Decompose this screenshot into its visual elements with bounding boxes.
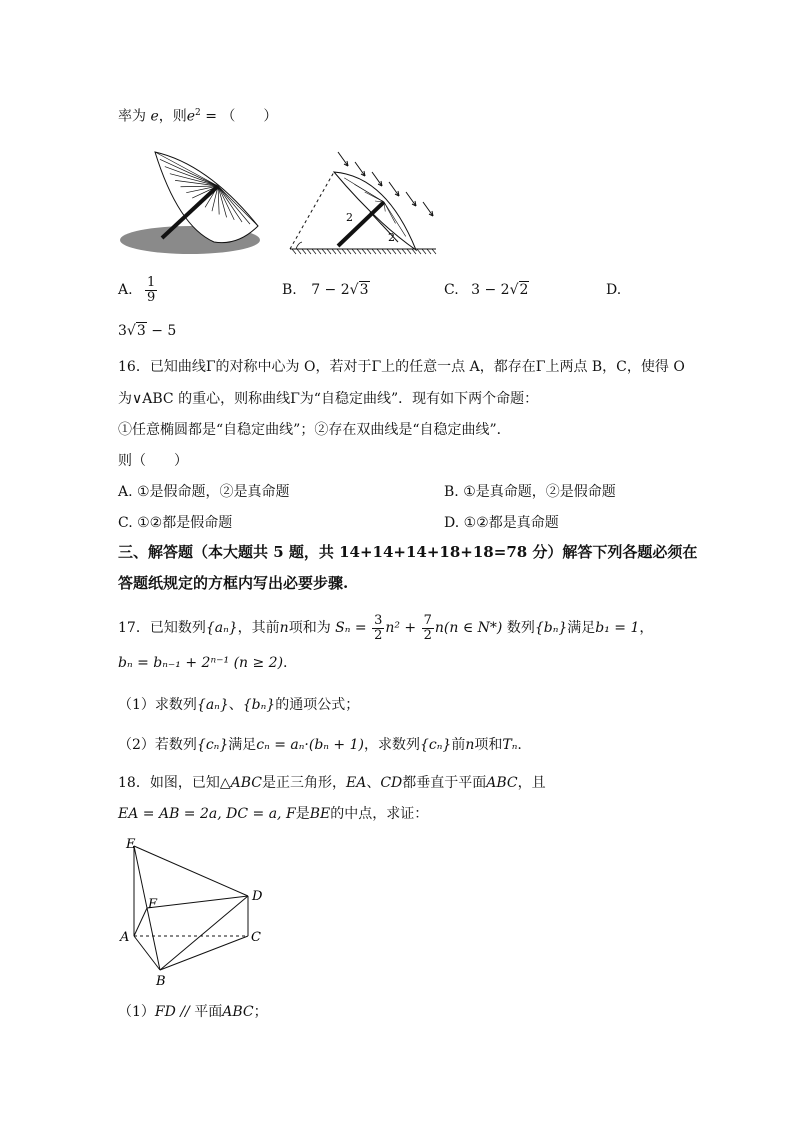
choice-a-fraction	[145, 276, 157, 304]
q18-sub1-abc: ABC	[222, 1004, 254, 1020]
ground-hatch	[322, 249, 326, 254]
choice-b: B. 7 − 2√3	[282, 282, 369, 298]
q17-sub2-c2: {cₙ}	[419, 737, 452, 753]
choice-d-value: 3√3 − 5	[118, 323, 177, 339]
q18-line-2	[118, 807, 428, 821]
q15-var-e: e	[150, 108, 159, 125]
q17-frac-2-num: 7	[423, 613, 432, 628]
q17-sub1-a: {aₙ}	[196, 697, 229, 713]
q18-ea: EA	[345, 775, 367, 791]
choice-c-label: C.	[444, 282, 459, 298]
q17-b1: b₁ = 1	[595, 620, 640, 637]
choice-b-rad: 3	[359, 282, 369, 298]
q17-sub1-sep: 、	[228, 697, 243, 713]
ground-hatch	[342, 249, 346, 254]
q16-option-d: D. ①②都是真命题	[444, 515, 559, 531]
q17-sub2-mid: 满足	[228, 737, 257, 753]
sun-ray	[372, 172, 382, 186]
umbrella-figure	[118, 146, 268, 258]
ground-hatch	[407, 249, 411, 254]
q17-sub2-dot: .	[517, 737, 522, 753]
q17-p6: 满足	[567, 620, 596, 637]
q17-frac-1	[372, 614, 384, 642]
q18-triangle: △ABC	[219, 775, 262, 791]
q18-line2-c: 的中点，求证：	[330, 806, 429, 822]
q17-p5: 数列	[502, 620, 535, 637]
q18-line1-d: 都垂直于平面	[402, 775, 487, 791]
q17-sub-1	[118, 698, 359, 712]
ground-hatch	[317, 249, 321, 254]
q15-stem-tail	[118, 109, 277, 124]
ground-hatch	[302, 249, 306, 254]
sun-ray	[355, 162, 365, 176]
q18-cd: CD	[380, 775, 403, 791]
ground-hatch	[307, 249, 311, 254]
sun-ray-figure	[276, 146, 441, 261]
ground-hatch	[362, 249, 366, 254]
q17-sub1-label: （1）求数列	[118, 697, 197, 713]
choice-d-label: D.	[606, 282, 622, 298]
ground-hatch	[377, 249, 381, 254]
q18-line1-e: ，且	[517, 775, 546, 791]
ground-hatch	[372, 249, 376, 254]
choice-a-den: 9	[147, 289, 156, 305]
q17-line-2-end: .	[283, 655, 288, 671]
q15-lead: 率为	[118, 108, 146, 125]
q17-sub2-label: （2）若数列	[118, 737, 197, 753]
q17-sub1-end: 的通项公式；	[275, 697, 360, 713]
ground-hatch	[332, 249, 336, 254]
choice-d	[606, 283, 621, 297]
q17-sub2-n: n	[465, 737, 475, 753]
choice-b-label: B.	[282, 282, 297, 298]
q18-sub-1	[118, 1005, 268, 1019]
ground-hatch	[352, 249, 356, 254]
ground-hatch	[347, 249, 351, 254]
label-e: E	[126, 837, 136, 852]
q17-frac-1-num: 3	[374, 613, 383, 628]
ground-hatch	[292, 249, 296, 254]
q15-exp: 2	[195, 108, 201, 118]
q17-line-1	[118, 614, 653, 642]
q17-frac-1-den: 2	[374, 627, 383, 643]
q17-p1: 17．已知数列	[118, 620, 206, 637]
q18-sub1-label: （1）	[118, 1004, 155, 1020]
q16-line-2: 为∨ABC 的重心，则称曲线Γ为“自稳定曲线”．现有如下两个命题：	[118, 391, 539, 407]
choice-c-pre: 3 − 2	[471, 282, 510, 298]
ground-hatch	[382, 249, 386, 254]
choice-d-rad: 3	[136, 323, 146, 339]
q17-a-seq: {aₙ}	[205, 620, 238, 637]
label-f: F	[148, 897, 158, 912]
q18-line1-a: 18．如图，已知	[118, 775, 220, 791]
q17-recurrence: bₙ = bₙ₋₁ + 2ⁿ⁻¹ (n ≥ 2)	[118, 655, 284, 671]
ground-hatch	[337, 249, 341, 254]
ground-hatch	[312, 249, 316, 254]
q15-expr-e: e	[186, 108, 196, 125]
q17-sub2-tn: Tₙ	[502, 737, 518, 753]
choice-a	[118, 276, 158, 304]
label-a: A	[120, 930, 130, 945]
ground-hatch	[402, 249, 406, 254]
ground-hatch	[387, 249, 391, 254]
choice-c-rad: 2	[519, 282, 529, 298]
q17-frac-2-den: 2	[423, 627, 432, 643]
q16-option-a: A. ①是假命题，②是真命题	[118, 484, 290, 500]
q18-line2-expr: EA = AB = 2a, DC = a, F	[118, 806, 296, 822]
ground-hatch	[422, 249, 426, 254]
q18-line2-b: 是	[295, 806, 310, 822]
ground-hatch	[392, 249, 396, 254]
q17-b-seq: {bₙ}	[534, 620, 568, 637]
q15-eq-paren: = （ ）	[200, 108, 278, 125]
q17-n: n	[279, 620, 289, 637]
section-3-heading-line-1: 三、解答题（本大题共 5 题，共 14+14+14+18+18=78 分）解答下列各题必须在	[118, 543, 698, 561]
q17-p7: ，	[639, 620, 654, 637]
q18-be: BE	[309, 806, 331, 822]
q17-sub2-formula: cₙ = aₙ·(bₙ + 1)	[256, 737, 364, 753]
q18-sub1-expr: FD //	[154, 1004, 195, 1020]
q17-frac-2	[422, 614, 434, 642]
q17-sub2-end2: 项和	[474, 737, 503, 753]
q16-line-3: ①任意椭圆都是“自稳定曲线”；②存在双曲线是“自稳定曲线”．	[118, 422, 511, 438]
q18-sub1-end: ；	[253, 1004, 268, 1020]
ground-hatch	[427, 249, 431, 254]
ground-hatch	[327, 249, 331, 254]
label-c: C	[251, 930, 261, 945]
ground-hatch	[357, 249, 361, 254]
side-label-2: 2	[388, 231, 395, 244]
q18-line1-c: 、	[366, 775, 381, 791]
choice-d-post: − 5	[146, 323, 177, 339]
q17-sub-2	[118, 738, 522, 752]
q17-p3: 项和为	[288, 620, 331, 637]
choice-d-pre: 3	[118, 323, 127, 339]
choice-b-pre: 7 − 2	[311, 282, 350, 298]
label-d: D	[252, 889, 263, 904]
q18-line-1	[118, 776, 546, 790]
ground-hatch	[417, 249, 421, 254]
q16-line-4: 则（ ）	[118, 453, 188, 469]
q16-line-1: 16．已知曲线Γ的对称中心为 O，若对于Γ上的任意一点 A，都存在Γ上两点 B，C，使得 O	[118, 359, 685, 375]
q18-abc: ABC	[486, 775, 518, 791]
ground-hatch	[397, 249, 401, 254]
sun-ray	[406, 192, 416, 206]
q17-n2: n² +	[385, 620, 421, 637]
ground-hatch	[367, 249, 371, 254]
q17-line-2	[118, 656, 288, 670]
q16-option-c: C. ①②都是假命题	[118, 515, 233, 531]
q15-comma: ，则	[158, 108, 187, 125]
choice-c: C. 3 − 2√2	[444, 282, 529, 298]
label-b: B	[156, 974, 166, 989]
choice-a-num: 1	[147, 275, 156, 290]
prism-figure	[118, 836, 278, 989]
q17-sub2-c: {cₙ}	[196, 737, 229, 753]
q17-sub1-b: {bₙ}	[242, 697, 276, 713]
sun-ray	[423, 202, 433, 216]
sun-ray	[338, 152, 348, 166]
q17-p4: n(n ∈ N*)	[434, 620, 503, 637]
q17-sub2-tail: ，求数列	[363, 737, 420, 753]
q17-sn: Sₙ =	[335, 620, 372, 637]
choice-a-label: A.	[118, 282, 133, 299]
ground-hatch	[432, 249, 436, 254]
q18-line1-b: 是正三角形，	[261, 775, 346, 791]
q16-option-b: B. ①是真命题，②是假命题	[444, 484, 616, 500]
side-label-1: 2	[346, 211, 353, 224]
section-3-heading-line-2: 答题纸规定的方框内写出必要步骤.	[118, 574, 349, 592]
ground-hatch	[297, 249, 301, 254]
q17-sub2-end1: 前	[451, 737, 466, 753]
sun-ray	[389, 182, 399, 196]
q18-sub1-mid: 平面	[194, 1004, 223, 1020]
q17-p2: ，其前	[237, 620, 280, 637]
